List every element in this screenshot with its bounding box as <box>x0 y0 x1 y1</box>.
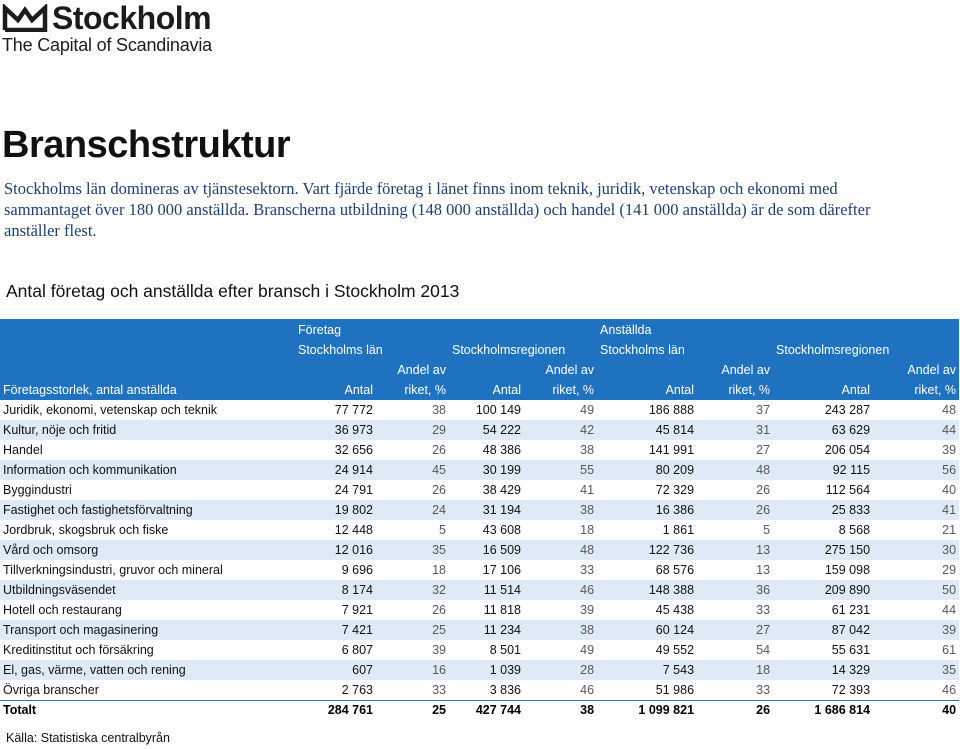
table-row <box>0 460 959 480</box>
header-share-bottom: riket, % <box>873 380 959 400</box>
cell-share: 18 <box>580 523 595 537</box>
cell-count: 60 124 <box>597 620 697 640</box>
header-share-top: Andel av <box>524 360 597 380</box>
table-row <box>0 540 959 560</box>
cell-share: 29 <box>376 420 449 440</box>
page-title: Branschstruktur <box>2 124 291 166</box>
header-row-label: Företagsstorlek, antal anställda <box>0 380 295 400</box>
header-county-companies: Stockholms län <box>295 340 449 360</box>
cell-count: 1 039 <box>449 660 524 680</box>
row-label: Information och kommunikation <box>0 460 295 480</box>
cell-share: 41 <box>873 500 959 520</box>
cell-count: 7 543 <box>597 660 697 680</box>
cell-share: 49 <box>580 403 595 417</box>
cell-share: 48 <box>524 540 597 560</box>
header-region-employees: Stockholmsregionen <box>773 340 959 360</box>
cell-count: 43 608 <box>482 523 521 537</box>
cell-share: 55 <box>524 460 597 480</box>
cell-share: 33 <box>756 603 771 617</box>
cell-share: 41 <box>580 483 595 497</box>
cell-count: 36 973 <box>295 420 376 440</box>
cell-count: 12 016 <box>295 540 376 560</box>
row-label: Tillverkningsindustri, gruvor och mineral <box>3 563 223 577</box>
table-row <box>0 440 959 460</box>
total-count: 284 761 <box>295 700 376 720</box>
header-count: Antal <box>295 380 376 400</box>
cell-share: 26 <box>432 443 446 457</box>
row-label: Övriga branscher <box>3 682 99 697</box>
table-row <box>0 600 959 620</box>
cell-share: 5 <box>439 523 446 537</box>
cell-share: 44 <box>942 603 957 617</box>
cell-count: 25 833 <box>773 500 873 520</box>
cell-count: 24 914 <box>295 460 376 480</box>
cell-count: 11 818 <box>483 603 521 617</box>
row-label: Jordbruk, skogsbruk och fiske <box>3 523 169 537</box>
cell-count: 159 098 <box>824 563 871 577</box>
cell-count: 80 209 <box>597 460 697 480</box>
cell-share: 26 <box>756 483 771 497</box>
header-share-bottom: riket, % <box>524 380 597 400</box>
intro-paragraph: Stockholms län domineras av tjänstesektorn. Vart fjärde företag i länet finns inom teknik, juridik, vetenskap och ekonomi med sammantaget över 180 000 anställda. Branscherna utbildning (148 000 anställda) och handel (141 000 anställda) är de som därefter anställer flest. <box>4 179 871 240</box>
cell-count: 51 986 <box>655 682 695 697</box>
cell-share: 30 <box>873 540 959 560</box>
cell-count: 141 991 <box>648 443 695 457</box>
cell-count: 148 388 <box>597 580 697 600</box>
header-row-share-top <box>0 360 959 380</box>
cell-share: 50 <box>873 580 959 600</box>
cell-share: 35 <box>376 540 449 560</box>
total-share: 26 <box>697 700 773 720</box>
table-row <box>0 620 959 640</box>
header-share-top: Andel av <box>697 360 773 380</box>
table-title: Antal företag och anställda efter bransch i Stockholm 2013 <box>6 281 460 301</box>
table-row <box>0 520 959 540</box>
cell-share: 32 <box>376 580 449 600</box>
cell-share: 35 <box>873 660 959 680</box>
cell-count: 6 807 <box>341 643 373 657</box>
stockholm-logo <box>2 2 212 54</box>
row-label: Fastighet och fastighetsförvaltning <box>0 500 295 520</box>
cell-count: 63 629 <box>773 420 873 440</box>
cell-share: 33 <box>580 563 595 577</box>
cell-count: 275 150 <box>773 540 873 560</box>
cell-count: 92 115 <box>773 460 873 480</box>
total-count: 1 686 814 <box>773 700 873 720</box>
total-row <box>0 700 959 720</box>
table-row <box>0 480 959 500</box>
cell-count: 87 042 <box>773 620 873 640</box>
cell-share: 39 <box>942 443 957 457</box>
cell-count: 14 329 <box>773 660 873 680</box>
header-count: Antal <box>773 380 873 400</box>
cell-share: 5 <box>763 523 771 537</box>
row-label: Handel <box>3 443 43 457</box>
industry-table <box>0 319 959 720</box>
table-row <box>0 420 959 440</box>
cell-count: 24 791 <box>334 483 373 497</box>
cell-count: 186 888 <box>648 403 695 417</box>
cell-share: 46 <box>580 682 595 697</box>
cell-count: 17 106 <box>482 563 521 577</box>
cell-share: 18 <box>697 660 773 680</box>
cell-count: 7 421 <box>295 620 376 640</box>
header-share-top: Andel av <box>376 360 449 380</box>
cell-share: 39 <box>873 620 959 640</box>
cell-share: 38 <box>524 620 597 640</box>
row-label: Hotell och restaurang <box>3 603 122 617</box>
cell-share: 18 <box>432 563 446 577</box>
header-row-groups <box>0 319 959 340</box>
cell-share: 40 <box>942 483 957 497</box>
cell-share: 16 <box>376 660 449 680</box>
cell-share: 29 <box>942 563 957 577</box>
cell-share: 36 <box>697 580 773 600</box>
cell-count: 8 501 <box>489 643 521 657</box>
logo-tagline: The Capital of Scandinavia <box>2 35 212 55</box>
cell-share: 45 <box>376 460 449 480</box>
table-row <box>0 560 959 580</box>
cell-count: 68 576 <box>655 563 695 577</box>
table-row <box>0 660 959 680</box>
cell-count: 31 194 <box>449 500 524 520</box>
cell-count: 206 054 <box>824 443 871 457</box>
crown-icon <box>2 4 48 32</box>
header-employees: Anställda <box>597 319 959 340</box>
header-region-companies: Stockholmsregionen <box>449 340 597 360</box>
total-share: 25 <box>376 700 449 720</box>
total-count: 1 099 821 <box>597 700 697 720</box>
cell-share: 42 <box>524 420 597 440</box>
cell-count: 32 656 <box>334 443 373 457</box>
header-count: Antal <box>449 380 524 400</box>
cell-count: 607 <box>295 660 376 680</box>
cell-share: 37 <box>756 403 771 417</box>
cell-share: 28 <box>524 660 597 680</box>
total-share: 38 <box>524 700 597 720</box>
cell-count: 209 890 <box>773 580 873 600</box>
cell-share: 26 <box>432 603 446 617</box>
cell-count: 1 861 <box>662 523 695 537</box>
cell-share: 38 <box>524 500 597 520</box>
cell-share: 33 <box>756 682 771 697</box>
cell-count: 112 564 <box>825 483 871 497</box>
total-count: 427 744 <box>449 700 524 720</box>
cell-count: 11 234 <box>449 620 524 640</box>
cell-count: 49 552 <box>655 643 695 657</box>
cell-share: 54 <box>756 643 771 657</box>
cell-share: 46 <box>942 682 957 697</box>
cell-count: 11 514 <box>449 580 524 600</box>
cell-share: 27 <box>697 620 773 640</box>
cell-share: 48 <box>942 403 957 417</box>
header-share-bottom: riket, % <box>697 380 773 400</box>
cell-count: 45 438 <box>655 603 695 617</box>
cell-count: 38 429 <box>482 483 521 497</box>
cell-count: 122 736 <box>597 540 697 560</box>
row-label: Kultur, nöje och fritid <box>0 420 295 440</box>
logo-wordmark: Stockholm <box>52 0 212 36</box>
row-label: Utbildningsväsendet <box>0 580 295 600</box>
row-label: El, gas, värme, vatten och rening <box>0 660 295 680</box>
table-row <box>0 580 959 600</box>
cell-share: 13 <box>756 563 771 577</box>
row-label: Kreditinstitut och försäkring <box>3 643 154 657</box>
cell-share: 48 <box>697 460 773 480</box>
cell-count: 16 509 <box>449 540 524 560</box>
cell-share: 46 <box>524 580 597 600</box>
cell-count: 72 329 <box>655 483 695 497</box>
cell-share: 39 <box>432 643 446 657</box>
header-share-bottom: riket, % <box>376 380 449 400</box>
cell-share: 39 <box>580 603 595 617</box>
cell-share: 49 <box>580 643 595 657</box>
row-label: Transport och magasinering <box>0 620 295 640</box>
cell-share: 26 <box>697 500 773 520</box>
cell-count: 100 149 <box>475 403 521 417</box>
cell-count: 8 568 <box>838 523 871 537</box>
cell-share: 26 <box>432 483 446 497</box>
table-row <box>0 640 959 660</box>
table-row <box>0 680 959 700</box>
cell-share: 31 <box>697 420 773 440</box>
header-county-employees: Stockholms län <box>597 340 773 360</box>
source-note: Källa: Statistiska centralbyrån <box>6 731 170 745</box>
cell-share: 61 <box>942 643 957 657</box>
cell-share: 21 <box>942 523 957 537</box>
cell-count: 61 231 <box>831 603 871 617</box>
cell-share: 38 <box>580 443 595 457</box>
cell-share: 27 <box>756 443 771 457</box>
cell-share: 44 <box>873 420 959 440</box>
cell-count: 45 814 <box>597 420 697 440</box>
cell-count: 30 199 <box>449 460 524 480</box>
cell-share: 13 <box>697 540 773 560</box>
row-label: Byggindustri <box>3 483 72 497</box>
header-row-regions <box>0 340 959 360</box>
cell-count: 48 386 <box>482 443 521 457</box>
cell-count: 72 393 <box>831 682 871 697</box>
cell-count: 55 631 <box>831 643 871 657</box>
cell-count: 8 174 <box>295 580 376 600</box>
row-label: Juridik, ekonomi, vetenskap och teknik <box>3 403 217 417</box>
total-label: Totalt <box>0 700 295 720</box>
table-row <box>0 400 959 420</box>
cell-share: 25 <box>376 620 449 640</box>
header-count: Antal <box>597 380 697 400</box>
cell-count: 243 287 <box>824 403 871 417</box>
cell-count: 9 696 <box>341 563 373 577</box>
cell-count: 16 386 <box>597 500 697 520</box>
cell-share: 38 <box>432 403 446 417</box>
cell-share: 33 <box>432 682 446 697</box>
cell-count: 77 772 <box>334 403 373 417</box>
row-label: Vård och omsorg <box>0 540 295 560</box>
table-row <box>0 500 959 520</box>
cell-count: 3 836 <box>489 682 521 697</box>
header-companies: Företag <box>295 319 597 340</box>
cell-share: 24 <box>376 500 449 520</box>
cell-count: 2 763 <box>341 682 373 697</box>
total-share: 40 <box>873 700 959 720</box>
cell-count: 7 921 <box>341 603 373 617</box>
header-row-columns <box>0 380 959 400</box>
header-share-top: Andel av <box>873 360 959 380</box>
cell-count: 19 802 <box>295 500 376 520</box>
cell-count: 12 448 <box>334 523 373 537</box>
cell-count: 54 222 <box>449 420 524 440</box>
cell-share: 56 <box>873 460 959 480</box>
